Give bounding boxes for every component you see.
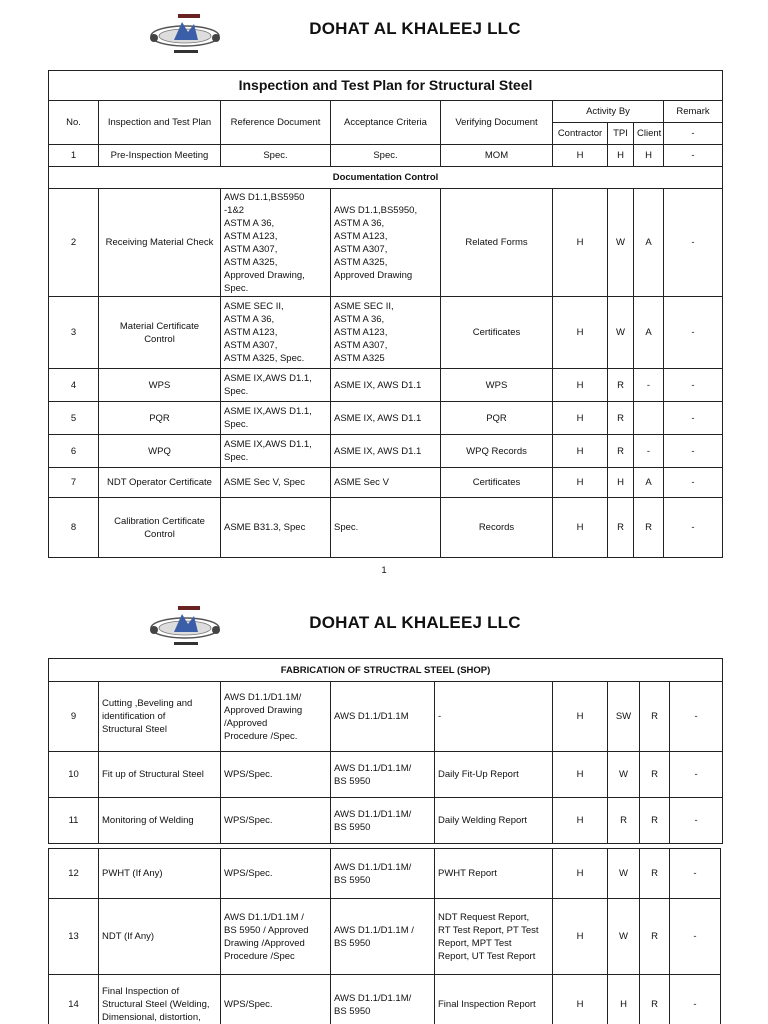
table-body (49, 189, 723, 558)
cell: H (608, 468, 634, 498)
cell: R (640, 752, 670, 798)
header-tpi: TPI (608, 123, 634, 145)
cell: WPS/Spec. (221, 975, 331, 1024)
cell: 10 (49, 752, 99, 798)
cell: MOM (441, 145, 553, 167)
header-no: No. (49, 101, 99, 145)
cell: ASME B31.3, Spec (221, 498, 331, 558)
cell: H (553, 682, 608, 752)
itp-table-page2 (48, 658, 723, 844)
cell: ASME SEC II, ASTM A 36, ASTM A123, ASTM A307, ASTM A325, Spec. (221, 297, 331, 369)
cell: Final Inspection Report (435, 975, 553, 1024)
cell: 6 (49, 435, 99, 468)
cell: - (670, 899, 721, 975)
table-body (49, 682, 723, 844)
cell: Daily Welding Report (435, 798, 553, 844)
header-remark: Remark (664, 101, 723, 123)
company-logo (140, 604, 230, 650)
cell: R (640, 899, 670, 975)
cell: H (553, 498, 608, 558)
cell: H (553, 402, 608, 435)
company-logo (140, 12, 230, 58)
cell: H (553, 849, 608, 899)
cell: 1 (49, 145, 99, 167)
company-name: DOHAT AL KHALEEJ LLC (309, 613, 521, 632)
header-verifying: Verifying Document (441, 101, 553, 145)
cell: PQR (441, 402, 553, 435)
itp-table-page1 (48, 70, 723, 558)
cell: - (670, 752, 723, 798)
table-row (49, 468, 723, 498)
cell: PWHT (If Any) (99, 849, 221, 899)
cell: W (608, 899, 640, 975)
cell: AWS D1.1/D1.1M/ BS 5950 (331, 975, 435, 1024)
table-row (49, 849, 721, 899)
cell: - (435, 682, 553, 752)
section-fabrication: FABRICATION OF STRUCTRAL STEEL (SHOP) (49, 659, 723, 682)
cell: ASME IX, AWS D1.1 (331, 369, 441, 402)
table-row (49, 297, 723, 369)
cell: 8 (49, 498, 99, 558)
cell: ASME Sec V, Spec (221, 468, 331, 498)
cell: Monitoring of Welding (99, 798, 221, 844)
table-row (49, 145, 723, 167)
cell: - (664, 435, 723, 468)
cell: H (608, 145, 634, 167)
cell: - (634, 369, 664, 402)
cell: - (664, 145, 723, 167)
cell: Receiving Material Check (99, 189, 221, 297)
cell: SW (608, 682, 640, 752)
cell: - (664, 297, 723, 369)
cell: Certificates (441, 468, 553, 498)
cell: - (664, 468, 723, 498)
cell: H (634, 145, 664, 167)
cell: 14 (49, 975, 99, 1024)
cell: NDT (If Any) (99, 899, 221, 975)
cell: Spec. (221, 145, 331, 167)
cell: AWS D1.1/D1.1M (331, 682, 435, 752)
table-row (49, 369, 723, 402)
cell: H (553, 297, 608, 369)
cell: A (634, 297, 664, 369)
table-row (49, 402, 723, 435)
cell: R (608, 498, 634, 558)
cell: Daily Fit-Up Report (435, 752, 553, 798)
cell: NDT Operator Certificate (99, 468, 221, 498)
table-row (49, 798, 723, 844)
cell: WPQ (99, 435, 221, 468)
cell: W (608, 297, 634, 369)
cell: R (640, 798, 670, 844)
header-reference: Reference Document (221, 101, 331, 145)
cell: H (553, 468, 608, 498)
cell: Final Inspection of Structural Steel (Welding, Dimensional, distortion, (99, 975, 221, 1024)
cell: R (634, 498, 664, 558)
cell: NDT Request Report, RT Test Report, PT Test Report, MPT Test Report, UT Test Report (435, 899, 553, 975)
table-body (49, 849, 721, 1024)
cell: R (608, 435, 634, 468)
cell: AWS D1.1/D1.1M/ BS 5950 (331, 752, 435, 798)
cell: PWHT Report (435, 849, 553, 899)
header-remark-sub: - (664, 123, 723, 145)
cell: AWS D1.1/D1.1M/ Approved Drawing /Approved Procedure /Spec. (221, 682, 331, 752)
cell: R (640, 682, 670, 752)
cell: Records (441, 498, 553, 558)
cell (634, 402, 664, 435)
cell: Fit up of Structural Steel (99, 752, 221, 798)
cell: ASME IX,AWS D1.1, Spec. (221, 435, 331, 468)
cell: - (670, 682, 723, 752)
cell: AWS D1.1/D1.1M / BS 5950 (331, 899, 435, 975)
cell: 7 (49, 468, 99, 498)
cell: W (608, 752, 640, 798)
cell: - (670, 975, 721, 1024)
cell: WPS/Spec. (221, 798, 331, 844)
cell: A (634, 189, 664, 297)
cell: W (608, 849, 640, 899)
cell: PQR (99, 402, 221, 435)
page-number: 1 (381, 565, 387, 576)
cell: WPS (99, 369, 221, 402)
table-row (49, 682, 723, 752)
cell: AWS D1.1/D1.1M/ BS 5950 (331, 849, 435, 899)
cell: 11 (49, 798, 99, 844)
cell: AWS D1.1/D1.1M / BS 5950 / Approved Drawing /Approved Procedure /Spec (221, 899, 331, 975)
section-documentation-control: Documentation Control (49, 167, 723, 189)
cell: R (640, 849, 670, 899)
cell: Spec. (331, 145, 441, 167)
cell: ASME Sec V (331, 468, 441, 498)
cell: R (608, 402, 634, 435)
cell: WPS/Spec. (221, 752, 331, 798)
cell: WPS (441, 369, 553, 402)
header-client: Client (634, 123, 664, 145)
cell: AWS D1.1,BS5950 -1&2 ASTM A 36, ASTM A123, ASTM A307, ASTM A325, Approved Drawing, Spec. (221, 189, 331, 297)
cell: 5 (49, 402, 99, 435)
cell: Spec. (331, 498, 441, 558)
cell: ASME IX,AWS D1.1, Spec. (221, 369, 331, 402)
table-row (49, 752, 723, 798)
cell: R (608, 369, 634, 402)
cell: Material Certificate Control (99, 297, 221, 369)
itp-table-page2-continued (48, 848, 721, 1024)
header-acceptance: Acceptance Criteria (331, 101, 441, 145)
cell: H (553, 369, 608, 402)
cell: - (664, 189, 723, 297)
cell: 9 (49, 682, 99, 752)
cell: R (640, 975, 670, 1024)
cell: H (553, 798, 608, 844)
cell: AWS D1.1/D1.1M/ BS 5950 (331, 798, 435, 844)
cell: H (608, 975, 640, 1024)
cell: - (670, 798, 723, 844)
cell: H (553, 145, 608, 167)
cell: - (664, 369, 723, 402)
cell: WPS/Spec. (221, 849, 331, 899)
cell: Pre-Inspection Meeting (99, 145, 221, 167)
cell: H (553, 189, 608, 297)
plan-title: Inspection and Test Plan for Structural Steel (49, 71, 723, 101)
cell: 3 (49, 297, 99, 369)
cell: W (608, 189, 634, 297)
cell: - (664, 498, 723, 558)
table-row (49, 189, 723, 297)
table-row (49, 899, 721, 975)
cell: 13 (49, 899, 99, 975)
cell: Calibration Certificate Control (99, 498, 221, 558)
cell: ASME SEC II, ASTM A 36, ASTM A123, ASTM A307, ASTM A325 (331, 297, 441, 369)
cell: WPQ Records (441, 435, 553, 468)
cell: R (608, 798, 640, 844)
cell: ASME IX, AWS D1.1 (331, 435, 441, 468)
cell: - (634, 435, 664, 468)
cell: H (553, 435, 608, 468)
cell: AWS D1.1,BS5950, ASTM A 36, ASTM A123, ASTM A307, ASTM A325, Approved Drawing (331, 189, 441, 297)
cell: H (553, 752, 608, 798)
cell: Certificates (441, 297, 553, 369)
table-row (49, 975, 721, 1024)
cell: 4 (49, 369, 99, 402)
table-row (49, 435, 723, 468)
cell: - (670, 849, 721, 899)
cell: Related Forms (441, 189, 553, 297)
header-contractor: Contractor (553, 123, 608, 145)
cell: - (664, 402, 723, 435)
header-activity: Activity By (553, 101, 664, 123)
cell: H (553, 899, 608, 975)
cell: ASME IX,AWS D1.1, Spec. (221, 402, 331, 435)
cell: 2 (49, 189, 99, 297)
table-row (49, 498, 723, 558)
company-name: DOHAT AL KHALEEJ LLC (309, 19, 521, 38)
cell: 12 (49, 849, 99, 899)
cell: A (634, 468, 664, 498)
cell: Cutting ,Beveling and identification of Structural Steel (99, 682, 221, 752)
cell: ASME IX, AWS D1.1 (331, 402, 441, 435)
header-itp: Inspection and Test Plan (99, 101, 221, 145)
cell: H (553, 975, 608, 1024)
